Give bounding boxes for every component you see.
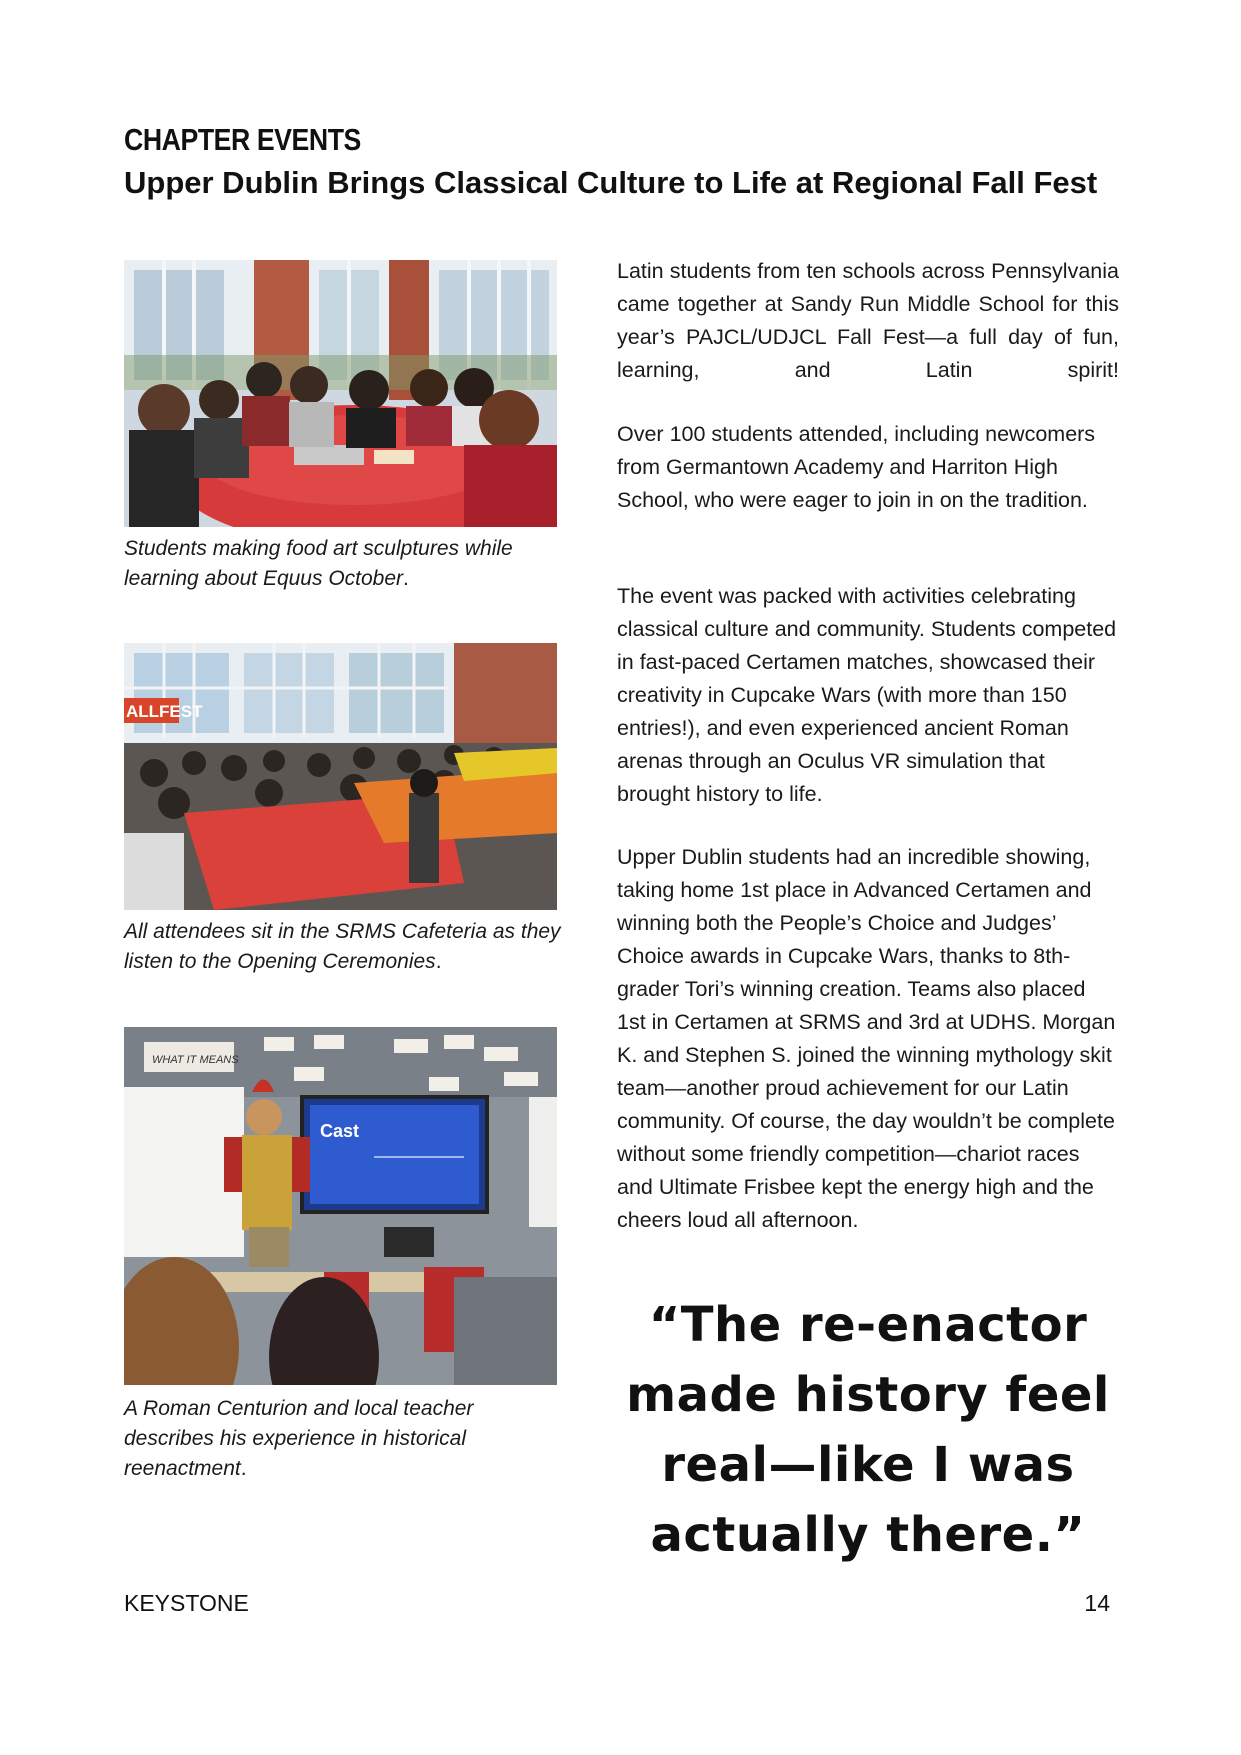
photo-centurion: [124, 1027, 557, 1385]
photo-cafeteria: [124, 643, 557, 910]
publication-name: KEYSTONE: [124, 1590, 249, 1616]
caption-text: A Roman Centurion and local teacher describes his experience in historical reenactment: [124, 1397, 474, 1480]
caption-period: .: [240, 1457, 247, 1480]
pull-quote: “The re-enactor made history feel real—like I was actually there.”: [626, 1297, 1110, 1563]
article-paragraph-3: The event was packed with activities celebrating classical culture and community. Students competed in fast-paced Certamen matches, showcased their creativity in Cupcake Wars (with more than 150 entries!), and even experienced ancient Roman arenas through an Oculus VR simulation that brought history to life.: [617, 584, 1117, 806]
article-paragraph-4: Upper Dublin students had an incredible showing, taking home 1st place in Advanced Certamen and winning both the People’s Choice and Judges’ Choice awards in Cupcake Wars, thanks to 8th-grader Tori’s winning creation. Teams also placed 1st in Certamen at SRMS and 3rd at UDHS. Morgan K. and Stephen S. joined the winning mythology skit team—another proud achievement for our Latin community. Of course, the day wouldn’t be complete without some friendly competition—chariot races and Ultimate Frisbee kept the energy high and the cheers loud all afternoon.: [617, 845, 1116, 1232]
screen-title-text: Cast: [320, 1121, 360, 1141]
photo-caption: [124, 917, 564, 977]
caption-text: All attendees sit in the SRMS Cafeteria as they listen to the Opening Ceremonies: [124, 920, 561, 973]
photo-caption: [124, 1394, 564, 1484]
article-paragraph-1: Latin students from ten schools across Pennsylvania came together at Sandy Run Middle School for this year’s PAJCL/UDJCL Fall Fest—a full day of fun, learning, and Latin spirit!: [617, 259, 1119, 382]
whiteboard-sign-text: WHAT IT MEANS: [152, 1054, 239, 1066]
photo-food-art: [124, 260, 557, 527]
photo-caption: [124, 534, 564, 594]
fall-fest-banner-text: ALLFEST: [126, 702, 203, 721]
article-paragraph-2: Over 100 students attended, including newcomers from Germantown Academy and Harriton High School, who were eager to join in on the tradition.: [617, 422, 1096, 512]
caption-period: .: [403, 567, 409, 590]
section-label: CHAPTER EVENTS: [124, 122, 361, 157]
caption-period: .: [435, 950, 442, 973]
page-number: 14: [1084, 1590, 1110, 1616]
article-headline: Upper Dublin Brings Classical Culture to Life at Regional Fall Fest: [124, 165, 1098, 200]
caption-text: Students making food art sculptures while learning about Equus October: [124, 537, 513, 590]
